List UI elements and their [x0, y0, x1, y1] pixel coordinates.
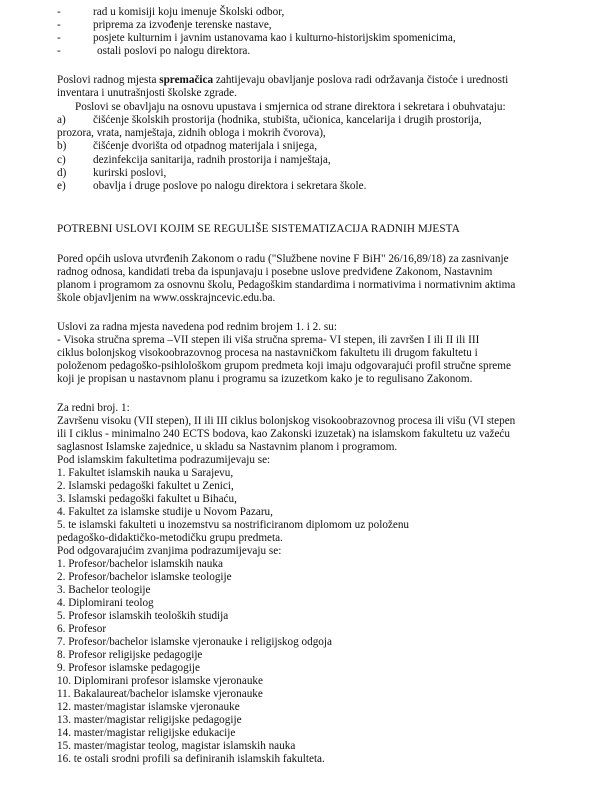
paragraph-line: koji je propisan u nastavnom planu i programu sa izuzetkom kako je to regulisano Zakonom.	[57, 373, 473, 385]
list-item: 16. te ostali srodni profili sa definiranih islamskih fakulteta.	[57, 753, 325, 765]
item-letter: d)	[57, 167, 67, 179]
lead-text: Poslovi radnog mjesta	[57, 74, 160, 86]
list-dash: -	[57, 32, 61, 44]
list-item: 13. master/magistar religijske pedagogije	[57, 714, 242, 726]
list-item: 1. Fakultet islamskih nauka u Sarajevu,	[57, 467, 234, 479]
paragraph-line: škole objavljenim na www.osskrajncevic.edu.ba.	[57, 292, 276, 304]
paragraph-line: Za redni broj. 1:	[57, 402, 130, 414]
bold-term: spremačica	[159, 74, 214, 86]
paragraph-line: Pored općih uslova utvrđenih Zakonom o radu ("Službene novine F BiH" 26/16,89/18) za zasnivanje	[57, 253, 509, 265]
list-item: pedagoško-didaktičko-metodičku grupu predmeta.	[57, 532, 283, 544]
list-item: 5. te islamski fakulteti u inozemstvu sa nostrificiranom diplomom uz položenu	[57, 519, 410, 531]
list-item: priprema za izvođenje terenske nastave,	[93, 19, 272, 31]
item-letter: a)	[57, 114, 66, 126]
item-text: dezinfekcija sanitarija, radnih prostorija i namještaja,	[93, 154, 331, 166]
paragraph-line: Pod islamskim fakultetima podrazumijevaju se:	[57, 454, 271, 466]
list-item: 8. Profesor religijske pedagogije	[57, 649, 203, 661]
list-item: 1. Profesor/bachelor islamskih nauka	[57, 558, 223, 570]
paragraph-line: saglasnost Islamske zajednice, u skladu sa Nastavnim planom i programom.	[57, 441, 398, 453]
list-item: 2. Profesor/bachelor islamske teologije	[57, 571, 232, 583]
list-item: 12. master/magistar islamske vjeronauke	[57, 701, 240, 713]
list-item: 4. Diplomirani teolog	[57, 597, 154, 609]
paragraph-line: Uslovi za radna mjesta navedena pod rednim brojem 1. i 2. su:	[57, 321, 337, 333]
list-item: 2. Islamski pedagoški fakultet u Zenici,	[57, 480, 234, 492]
list-item: 15. master/magistar teolog, magistar islamskih nauka	[57, 740, 296, 752]
list-dash: -	[57, 45, 61, 57]
paragraph-line: ili I ciklus - minimalno 240 ECTS bodova, kao Zakonski izuzetak) na islamskom fakultetu uz važeću	[57, 428, 510, 440]
paragraph-line: radnog odnosa, kandidati treba da ispunjavaju i posebne uslove predviđene Zakonom, Nastavnim	[57, 266, 493, 278]
list-item: posjete kulturnim i javnim ustanovama kao i kulturno-historijskim spomenicima,	[93, 32, 456, 44]
paragraph-line: - Visoka stručna sprema –VII stepen ili viša stručna sprema- VI stepen, ili završen I ili II ili III	[57, 334, 480, 346]
list-item: 3. Bachelor teologije	[57, 584, 151, 596]
list-item: 5. Profesor islamskih teoloških studija	[57, 610, 229, 622]
section-heading: POTREBNI USLOVI KOJIM SE REGULIŠE SISTEMATIZACIJA RADNIH MJESTA	[57, 223, 460, 235]
spremacica-lead	[57, 74, 508, 87]
item-text: obavlja i druge poslove po nalogu direktora i sekretara škole.	[93, 180, 367, 192]
list-item: ostali poslovi po nalogu direktora.	[97, 45, 251, 57]
list-item: 10. Diplomirani profesor islamske vjeronauke	[57, 675, 263, 687]
paragraph-line: Završenu visoku (VII stepen), II ili III ciklus bolonjskog visokoobrazovnog procesa ili višu (VI stepen	[57, 415, 516, 427]
list-dash: -	[57, 6, 61, 18]
list-dash: -	[57, 19, 61, 31]
lead-text-after: zahtijevaju obavljanje poslova radi održavanja čistoće i urednosti	[213, 74, 509, 86]
paragraph-line: položenom pedagoško-psihlološkom grupom predmeta koji imaju odgovarajući profil stručne spreme	[57, 360, 511, 372]
titles-intro: Pod odgovarajućim zvanjima podrazumijevaju se:	[57, 545, 282, 557]
spremacica-line3: Poslovi se obavljaju na osnovu upustava i smjernica od strane direktora i sekretara i obuhvataju:	[75, 101, 506, 113]
list-item: 6. Profesor	[57, 623, 107, 635]
spremacica-line2: inventara i unutrašnjosti školske zgrade.	[57, 87, 237, 99]
item-text: čišćenje dvorišta od otpadnog materijala i snijega,	[93, 140, 317, 152]
list-item: 14. master/magistar religijske edukacije	[57, 727, 236, 739]
item-text: kurirski poslovi,	[93, 167, 167, 179]
list-item: 4. Fakultet za islamske studije u Novom Pazaru,	[57, 506, 273, 518]
paragraph-line: ciklus bolonjskog visokoobrazovnog procesa na nastavničkom fakultetu ili drugom fakultetu i	[57, 347, 478, 359]
item-text: prozora, vrata, namještaja, zidnih obloga i mokrih čvorova),	[57, 127, 326, 139]
item-text: čišćenje školskih prostorija (hodnika, stubišta, učionica, kancelarija i drugih prostorija,	[93, 114, 482, 126]
item-letter: b)	[57, 140, 67, 152]
list-item: 7. Profesor/bachelor islamske vjeronauke i religijskog odgoja	[57, 636, 332, 648]
item-letter: c)	[57, 154, 66, 166]
item-letter: e)	[57, 180, 66, 192]
list-item: 9. Profesor islamske pedagogije	[57, 662, 200, 674]
list-item: rad u komisiji koju imenuje Školski odbor,	[93, 6, 285, 18]
paragraph-line: planom i programom za osnovnu školu, Pedagoškim standardima i normativima i normativnim aktima	[57, 279, 516, 291]
list-item: 3. Islamski pedagoški fakultet u Bihaću,	[57, 493, 237, 505]
list-item: 11. Bakalaureat/bachelor islamske vjeronauke	[57, 688, 263, 700]
